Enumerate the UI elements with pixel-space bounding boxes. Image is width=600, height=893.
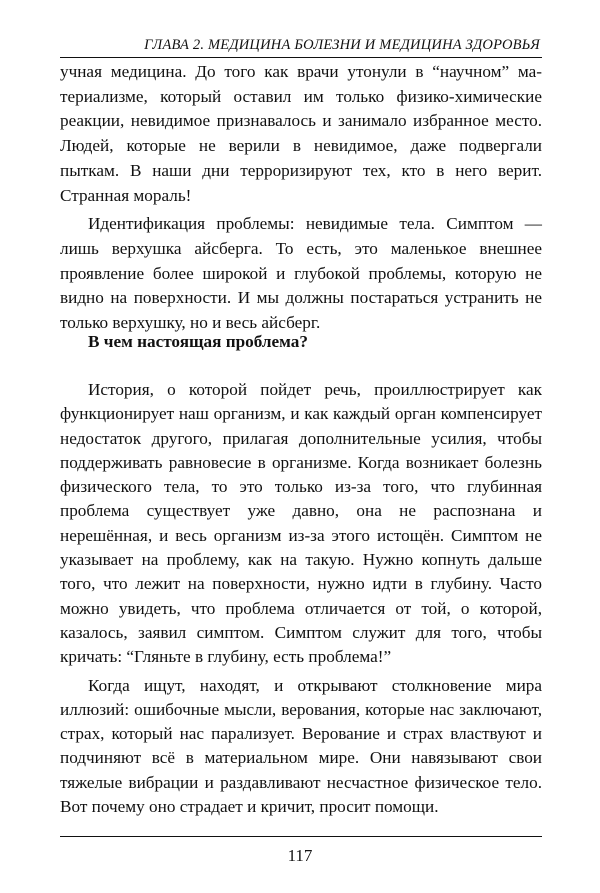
paragraph: Идентификация проблемы: невидимые тела. Симптом — лишь верхушка айсберга. То есть, это маленькое внешнее проявление более широкой и глубокой проблемы, которую не видно на поверхности. И мы должны постараться устранить не только верхушку, но и весь айсберг. <box>60 214 542 333</box>
running-head: ГЛАВА 2. МЕДИЦИНА БОЛЕЗНИ И МЕДИЦИНА ЗДОРОВЬЯ <box>144 37 540 53</box>
paragraph-continued: учная медицина. До того как врачи утонули в “научном” материализме, который оставил им только физико-химические реакции, невидимое признавалось и занимало избранное место. Людей, которые не верили в невидимое, даже подвергали пыткам. В наши дни терроризируют тех, кто в него верит. Странная мораль! <box>60 62 542 205</box>
page-number: 117 <box>287 846 313 865</box>
body-text-bottom <box>60 378 542 819</box>
section-heading: В чем настоящая проблема? <box>88 332 308 351</box>
footer-rule <box>60 836 542 837</box>
paragraph: История, о которой пойдет речь, проиллюстрирует как функционирует наш организм, и как каждый орган компенсирует недостаток другого, прилагая дополнительные усилия, чтобы поддерживать равновесие в организме. Когда возникает болезнь физического тела, то это только из-за того, что глубинная проблема существует уже давно, она не распознана и нерешённая, и весь организм из-за этого истощён. Симптом не указывает на проблему, как на такую. Нужно копнуть дальше того, что лежит на поверхности, нужно идти в глубину. Часто можно увидеть, что проблема отличается от той, о которой, казалось, заявил симптом. Симптом служит для того, чтобы кричать: “Гляньте в глубину, есть проблема!” <box>60 380 542 667</box>
paragraph: Когда ищут, находят, и открывают столкновение мира иллюзий: ошибочные мысли, верования, которые нас заключают, страх, который нас парализует. Верование и страх властвуют и подчиняют всё в материальном мире. Они навязывают свои тяжелые вибрации и раздавливают несчастное физическое тело. Вот почему оно страдает и кричит, просит помощи. <box>60 675 542 817</box>
body-text-top <box>60 60 542 336</box>
header-rule <box>60 57 542 58</box>
